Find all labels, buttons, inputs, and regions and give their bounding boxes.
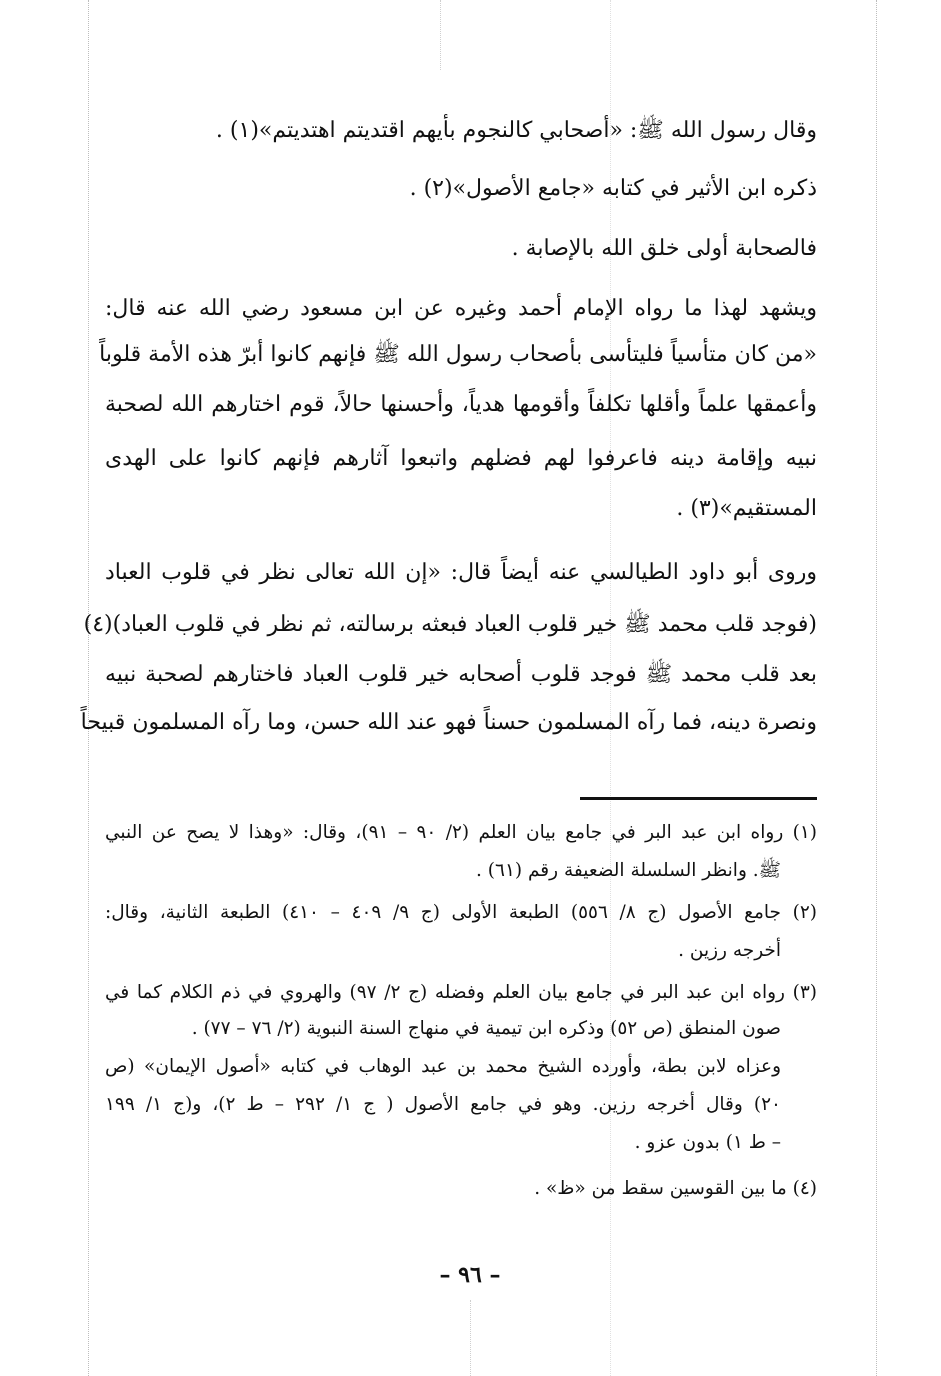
body-line-6: وأعمقها علماً وأقلها تكلفاً وأقومها هدياً، وأحسنها حالاً، قوم اختارهم الله لصحبة: [105, 392, 817, 417]
footnote-2-line-1: (٢) جامع الأصول (ج ٨/ ٥٥٦) الطبعة الأولى (ج ٩/ ٤٠٩ – ٤١٠) الطبعة الثانية، وقال:: [105, 902, 817, 923]
body-line-1: وقال رسول الله ﷺ: «أصحابي كالنجوم بأيهم اقتديتم اهتديتم»(١) .: [215, 118, 817, 143]
footnote-4-line-1: (٤) ما بين القوسين سقط من «ظ» .: [534, 1178, 817, 1199]
bottom-guide: [470, 1300, 471, 1376]
body-line-9: وروى أبو داود الطيالسي عنه أيضاً قال: «إن الله تعالى نظر في قلوب العباد: [105, 560, 817, 585]
body-line-5: «من كان متأسياً فليتأسى بأصحاب رسول الله ﷺ فإنهم كانوا أبرّ هذه الأمة قلوباً: [99, 342, 817, 367]
footnote-2-line-2: أخرجه رزين .: [678, 940, 781, 961]
right-margin-guide: [876, 0, 877, 1376]
body-line-2: ذكره ابن الأثير في كتابه «جامع الأصول»(٢) .: [409, 176, 817, 201]
top-guide: [440, 0, 441, 70]
body-line-8: المستقيم»(٣) .: [676, 496, 817, 521]
footnote-1-line-1: (١) رواه ابن عبد البر في جامع بيان العلم (٢/ ٩٠ – ٩١)، وقال: «وهذا لا يصح عن النبي: [105, 822, 817, 843]
footnote-3-line-4: ٢٠) وقال أخرجه رزين. وهو في جامع الأصول ( ج ١/ ٢٩٢ – ط ٢)، و(ج ١/ ١٩٩: [105, 1094, 781, 1115]
footnote-3-line-2: صون المنطق (ص ٥٢) وذكره ابن تيمية في منهاج السنة النبوية (٢/ ٧٦ – ٧٧) .: [191, 1018, 781, 1039]
body-line-7: نبيه وإقامة دينه فاعرفوا لهم فضلهم واتبعوا آثارهم فإنهم كانوا على الهدى: [105, 446, 817, 471]
page-number: – ٩٦ –: [439, 1262, 501, 1288]
footnote-3-line-5: – ط ١) بدون عزو .: [634, 1132, 781, 1153]
body-line-4: ويشهد لهذا ما رواه الإمام أحمد وغيره عن ابن مسعود رضي الله عنه قال:: [105, 296, 817, 321]
body-line-10: (فوجد قلب محمد ﷺ خير قلوب العباد فبعثه برسالته، ثم نظر في قلوب العباد)(٤): [83, 612, 817, 637]
body-line-12: ونصرة دينه، فما رآه المسلمون حسناً فهو عند الله حسن، وما رآه المسلمون قبيحاً: [80, 710, 817, 735]
footnote-separator: [580, 797, 817, 800]
footnote-1-line-2: ﷺ. وانظر السلسلة الضعيفة رقم (٦١) .: [476, 860, 781, 881]
body-line-11: بعد قلب محمد ﷺ فوجد قلوب أصحابه خير قلوب العباد فاختارهم لصحبة نبيه: [105, 662, 817, 687]
body-line-3: فالصحابة أولى خلق الله بالإصابة .: [511, 236, 817, 261]
footnote-3-line-3: وعزاه لابن بطة، وأورده الشيخ محمد بن عبد الوهاب في كتابه «أصول الإيمان» (ص: [105, 1056, 781, 1077]
left-margin-guide: [88, 0, 89, 1376]
footnote-3-line-1: (٣) رواه ابن عبد البر في جامع بيان العلم وفضله (ج ٢/ ٩٧) والهروي في ذم الكلام كما في: [105, 982, 817, 1003]
